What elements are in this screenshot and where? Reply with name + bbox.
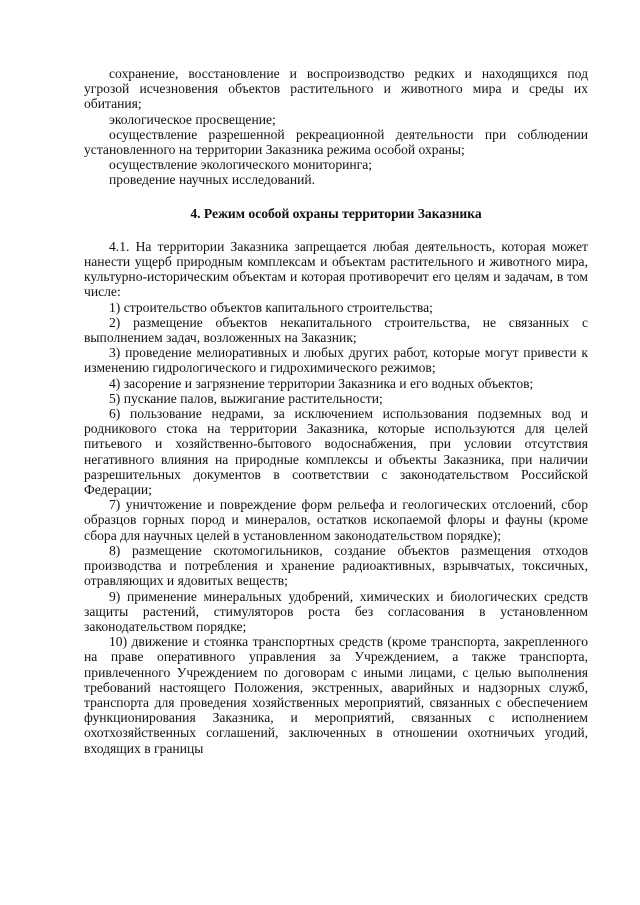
document-page [84, 66, 588, 756]
intro-item-rare-species: сохранение, восстановление и воспроизводство редких и находящихся под угрозой исчезновения объектов растительного и животного мира и среды их обитания; [84, 66, 588, 112]
section-heading: 4. Режим особой охраны территории Заказника [190, 205, 482, 221]
prohibition-item: 3) проведение мелиоративных и любых других работ, которые могут привести к изменению гидрологического и гидрохимического режимов; [84, 345, 588, 376]
prohibition-item: 6) пользование недрами, за исключением использования подземных вод и родникового стока на территории Заказника, которые используются для целей питьевого и хозяйственно-бытового водоснабжения, при условии отсутствия негативного влияния на природные комплексы и объекты Заказника, при наличии разрешительных документов в соответствии с законодательством Российской Федерации; [84, 406, 588, 498]
prohibition-item: 10) движение и стоянка транспортных средств (кроме транспорта, закрепленного на праве оперативного управления за Учреждением, а также транспорта, привлеченного Учреждением по договорам с иными лицами, с целью выполнения требований настоящего Положения, экстренных, аварийных и надзорных служб, транспорта для проведения хозяйственных мероприятий, связанных с обеспечением функционирования Заказника, и мероприятий, связанных с исполнением охотхозяйственных соглашений, заключенных в отношении охотничьих угодий, входящих в границы [84, 634, 588, 756]
intro-item-recreation: осуществление разрешенной рекреационной деятельности при соблюдении установленного на территории Заказника режима особой охраны; [84, 126, 588, 158]
section-lead-paragraph: 4.1. На территории Заказника запрещается любая деятельность, которая может нанести ущерб природным комплексам и объектам растительного и животного мира, культурно-историческим объектам и которая противоречит его целям и задачам, в том числе: [84, 238, 588, 300]
prohibition-item: 1) строительство объектов капитального строительства; [109, 299, 433, 315]
prohibition-item: 2) размещение объектов некапитального строительства, не связанных с выполнением задач, возложенных на Заказник; [84, 314, 588, 346]
prohibition-item: 9) применение минеральных удобрений, химических и биологических средств защиты растений, стимуляторов роста без согласования в установленном законодательством порядке; [84, 588, 588, 634]
intro-item-monitoring: осуществление экологического мониторинга; [109, 157, 373, 173]
prohibition-item: 4) засорение и загрязнение территории Заказника и его водных объектов; [109, 375, 534, 391]
prohibition-item: 5) пускание палов, выжигание растительности; [109, 390, 383, 406]
intro-item-research: проведение научных исследований. [109, 172, 316, 188]
prohibition-item: 7) уничтожение и повреждение форм рельефа и геологических отслоений, сбор образцов горных пород и минералов, остатков ископаемой флоры и фауны (кроме сбора для научных целей в установленном законодательством порядке); [84, 497, 588, 543]
prohibition-item: 8) размещение скотомогильников, создание объектов размещения отходов производства и потребления и хранение радиоактивных, взрывчатых, токсичных, отравляющих и ядовитых веществ; [84, 542, 588, 589]
intro-item-education: экологическое просвещение; [109, 111, 276, 127]
